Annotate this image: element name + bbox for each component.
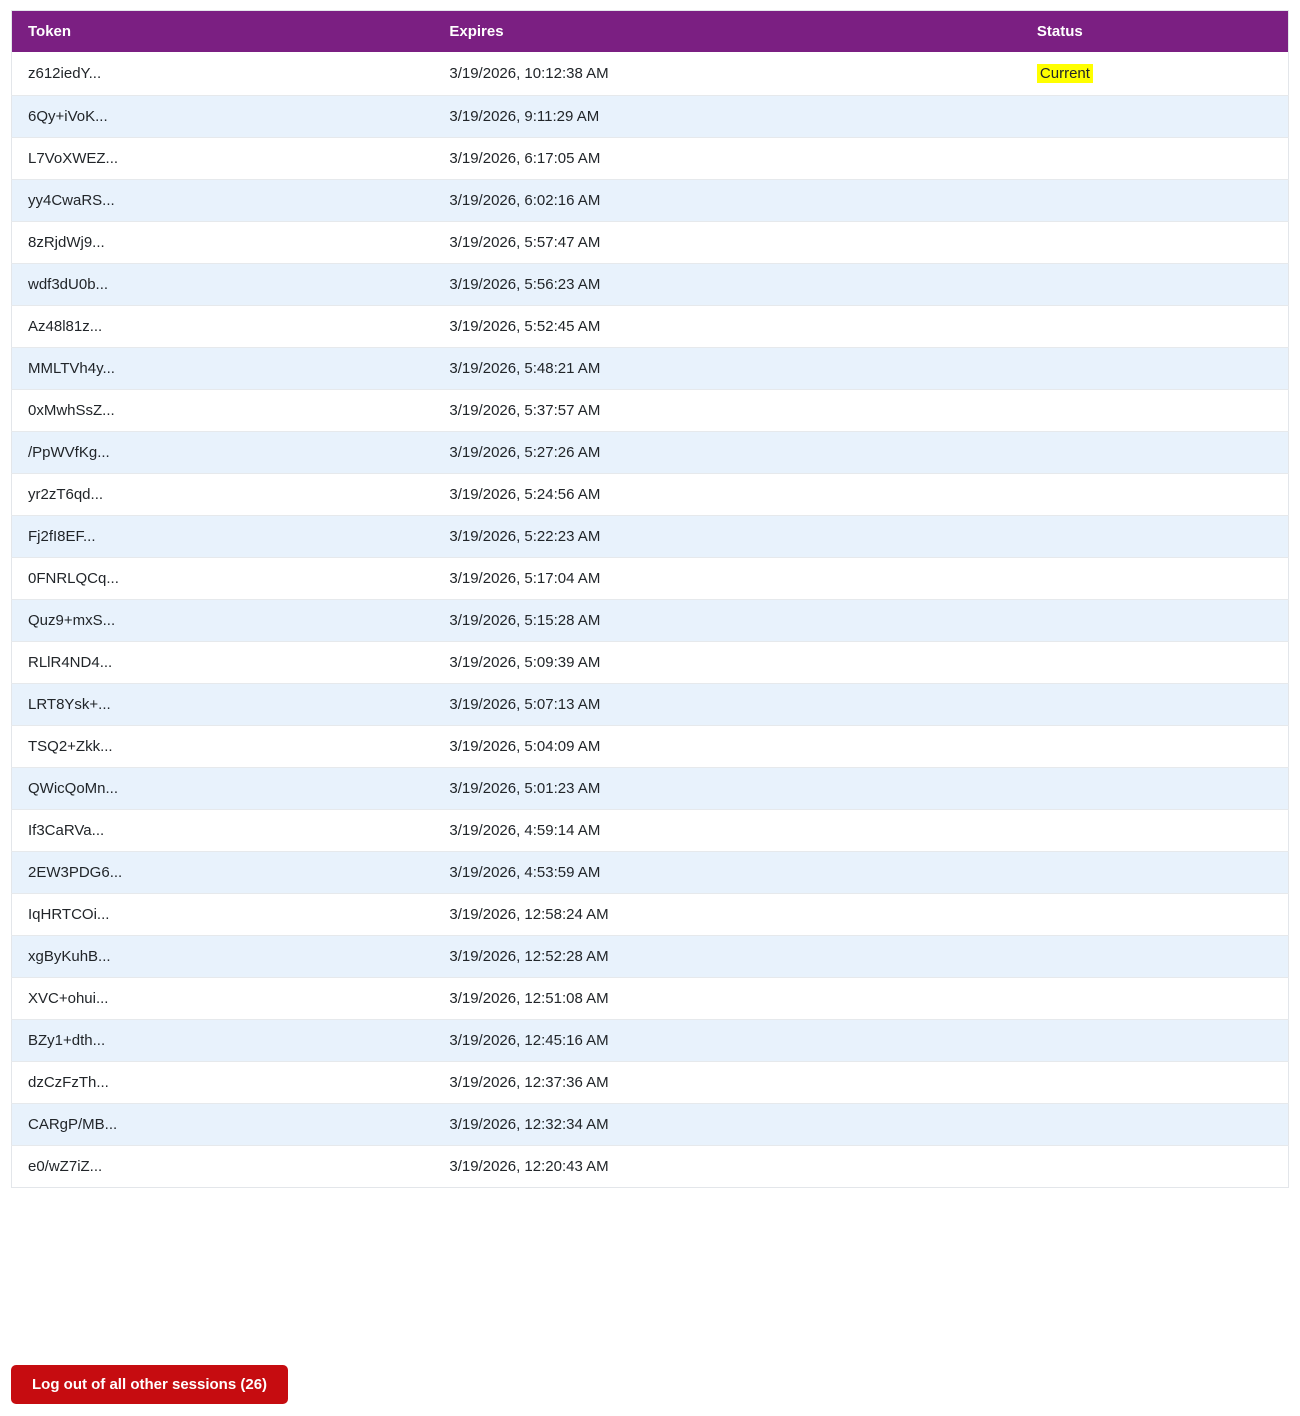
status-badge: Current [1037,64,1093,83]
cell-status [1021,138,1289,180]
table-row [12,684,1289,726]
table-header [12,11,1289,53]
cell-expires: 3/19/2026, 12:32:34 AM [433,1104,1021,1146]
table-row [12,306,1289,348]
table-row [12,222,1289,264]
cell-status [1021,1062,1289,1104]
table-row [12,180,1289,222]
cell-token: dzCzFzTh... [12,1062,434,1104]
cell-expires: 3/19/2026, 5:09:39 AM [433,642,1021,684]
cell-status [1021,936,1289,978]
cell-status [1021,180,1289,222]
column-header-status[interactable]: Status [1021,11,1289,53]
cell-status [1021,306,1289,348]
cell-token: 0xMwhSsZ... [12,390,434,432]
cell-token: yr2zT6qd... [12,474,434,516]
cell-status [1021,978,1289,1020]
footer-actions [11,1365,288,1404]
table-row [12,1146,1289,1188]
cell-expires: 3/19/2026, 5:56:23 AM [433,264,1021,306]
cell-expires: 3/19/2026, 5:22:23 AM [433,516,1021,558]
cell-token: CARgP/MB... [12,1104,434,1146]
cell-expires: 3/19/2026, 9:11:29 AM [433,96,1021,138]
cell-expires: 3/19/2026, 5:24:56 AM [433,474,1021,516]
cell-expires: 3/19/2026, 12:20:43 AM [433,1146,1021,1188]
table-body [12,52,1289,1188]
cell-token: L7VoXWEZ... [12,138,434,180]
cell-token: e0/wZ7iZ... [12,1146,434,1188]
cell-token: 0FNRLQCq... [12,558,434,600]
table-row [12,264,1289,306]
cell-token: LRT8Ysk+... [12,684,434,726]
cell-expires: 3/19/2026, 5:15:28 AM [433,600,1021,642]
column-header-expires[interactable]: Expires [433,11,1021,53]
cell-expires: 3/19/2026, 5:04:09 AM [433,726,1021,768]
table-row [12,1020,1289,1062]
cell-status [1021,894,1289,936]
table-row [12,432,1289,474]
cell-expires: 3/19/2026, 4:53:59 AM [433,852,1021,894]
cell-token: QWicQoMn... [12,768,434,810]
cell-status [1021,474,1289,516]
table-row [12,894,1289,936]
cell-expires: 3/19/2026, 12:45:16 AM [433,1020,1021,1062]
cell-token: TSQ2+Zkk... [12,726,434,768]
cell-expires: 3/19/2026, 6:02:16 AM [433,180,1021,222]
log-out-all-other-sessions-button[interactable]: Log out of all other sessions (26) [11,1365,288,1404]
cell-status [1021,1020,1289,1062]
cell-token: If3CaRVa... [12,810,434,852]
cell-token: 6Qy+iVoK... [12,96,434,138]
table-row [12,726,1289,768]
table-row [12,138,1289,180]
table-row [12,390,1289,432]
cell-expires: 3/19/2026, 5:57:47 AM [433,222,1021,264]
cell-token: BZy1+dth... [12,1020,434,1062]
cell-status [1021,768,1289,810]
cell-token: xgByKuhB... [12,936,434,978]
cell-status [1021,96,1289,138]
table-row [12,852,1289,894]
table-row [12,516,1289,558]
cell-expires: 3/19/2026, 6:17:05 AM [433,138,1021,180]
cell-status [1021,52,1289,96]
table-row [12,558,1289,600]
table-row [12,96,1289,138]
cell-token: wdf3dU0b... [12,264,434,306]
cell-token: IqHRTCOi... [12,894,434,936]
cell-expires: 3/19/2026, 5:07:13 AM [433,684,1021,726]
cell-status [1021,810,1289,852]
table-row [12,600,1289,642]
table-row [12,978,1289,1020]
cell-status [1021,600,1289,642]
cell-expires: 3/19/2026, 12:51:08 AM [433,978,1021,1020]
cell-token: 8zRjdWj9... [12,222,434,264]
cell-status [1021,516,1289,558]
sessions-table [11,10,1289,1188]
cell-expires: 3/19/2026, 10:12:38 AM [449,65,609,82]
cell-status [1021,348,1289,390]
cell-status [1021,684,1289,726]
cell-expires: 3/19/2026, 5:17:04 AM [433,558,1021,600]
table-row [12,1062,1289,1104]
cell-status [1021,390,1289,432]
cell-expires: 3/19/2026, 5:37:57 AM [433,390,1021,432]
cell-expires: 3/19/2026, 4:59:14 AM [433,810,1021,852]
cell-status [1021,264,1289,306]
table-row [12,642,1289,684]
cell-status [1021,726,1289,768]
cell-token: Quz9+mxS... [12,600,434,642]
cell-token: yy4CwaRS... [12,180,434,222]
table-row [12,936,1289,978]
table-row [12,810,1289,852]
table-row [12,768,1289,810]
table-row [12,1104,1289,1146]
cell-token: Az48l81z... [12,306,434,348]
cell-status [1021,1146,1289,1188]
cell-status [1021,1104,1289,1146]
cell-token: RLlR4ND4... [12,642,434,684]
cell-status [1021,852,1289,894]
cell-expires: 3/19/2026, 5:27:26 AM [433,432,1021,474]
cell-token: Fj2fI8EF... [12,516,434,558]
table-row [12,474,1289,516]
table-row [12,348,1289,390]
cell-status [1021,558,1289,600]
cell-token: /PpWVfKg... [12,432,434,474]
cell-status [1021,432,1289,474]
cell-expires: 3/19/2026, 12:58:24 AM [433,894,1021,936]
table-header-row [12,11,1289,53]
cell-expires: 3/19/2026, 12:52:28 AM [433,936,1021,978]
cell-expires: 3/19/2026, 5:52:45 AM [433,306,1021,348]
cell-expires: 3/19/2026, 5:48:21 AM [433,348,1021,390]
column-header-token[interactable]: Token [12,11,434,53]
cell-token: MMLTVh4y... [12,348,434,390]
cell-status [1021,222,1289,264]
cell-status [1021,642,1289,684]
cell-token: XVC+ohui... [12,978,434,1020]
cell-expires: 3/19/2026, 5:01:23 AM [433,768,1021,810]
cell-expires: 3/19/2026, 12:37:36 AM [433,1062,1021,1104]
cell-token: 2EW3PDG6... [12,852,434,894]
cell-token: z612iedY... [28,65,102,82]
table-row [12,52,1289,96]
